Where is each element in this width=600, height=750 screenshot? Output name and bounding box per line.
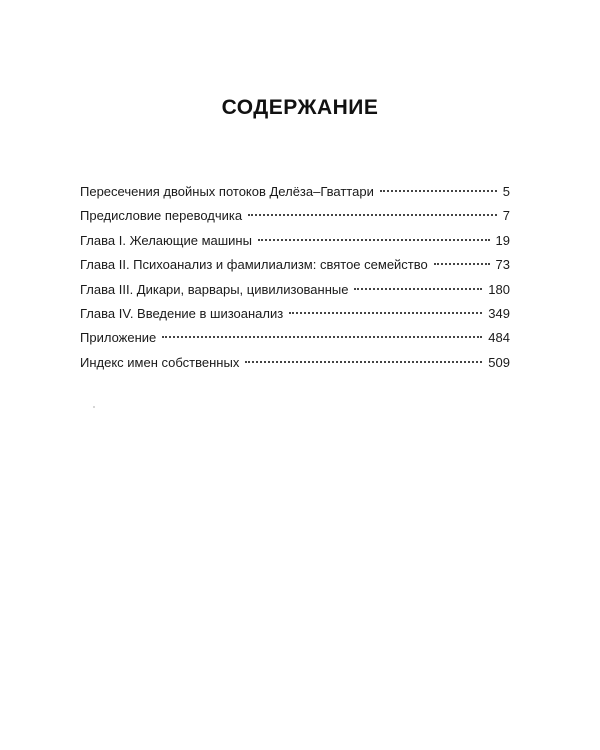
- dot-leader: [248, 214, 497, 216]
- toc-entry: [80, 302, 510, 326]
- toc-entry-page-number: 349: [488, 305, 510, 321]
- toc-entry-title: Пересечения двойных потоков Делёза–Гваттари: [80, 184, 374, 199]
- dot-leader: [245, 361, 482, 363]
- dot-leader: [354, 288, 482, 290]
- toc-entry-page-number: 19: [495, 232, 510, 248]
- toc-entry-page-number: 5: [502, 184, 510, 199]
- toc-entry-title: Глава III. Дикари, варвары, цивилизованные: [80, 281, 349, 297]
- toc-entry-page-number: 73: [495, 257, 510, 273]
- toc-entry: [80, 204, 510, 228]
- toc-entry: [80, 229, 510, 253]
- toc-entry-page-number: 180: [488, 281, 510, 297]
- toc-entry: [80, 351, 510, 375]
- toc-entry: [80, 253, 510, 277]
- toc-entry: [80, 326, 510, 350]
- dot-leader: [434, 263, 490, 265]
- dot-leader: [380, 190, 497, 192]
- scan-speck: [93, 406, 95, 408]
- page-title: СОДЕРЖАНИЕ: [221, 96, 379, 119]
- toc-entry-title: Глава I. Желающие машины: [80, 232, 252, 248]
- dot-leader: [258, 239, 490, 241]
- toc-entry-page-number: 509: [488, 354, 510, 370]
- toc-entry-title: Глава II. Психоанализ и фамилиализм: святое семейство: [80, 257, 428, 273]
- toc-entry: [80, 278, 510, 302]
- toc-entry-page-number: 7: [502, 208, 510, 224]
- toc-entry-title: Приложение: [80, 330, 157, 346]
- table-of-contents: [80, 180, 510, 375]
- dot-leader: [289, 312, 482, 314]
- toc-entry-title: Предисловие переводчика: [80, 208, 243, 224]
- toc-entry-page-number: 484: [488, 330, 510, 346]
- dot-leader: [162, 336, 482, 338]
- toc-entry-title: Индекс имен собственных: [80, 354, 240, 370]
- toc-entry-title: Глава IV. Введение в шизоанализ: [80, 305, 284, 321]
- toc-entry: [80, 180, 510, 204]
